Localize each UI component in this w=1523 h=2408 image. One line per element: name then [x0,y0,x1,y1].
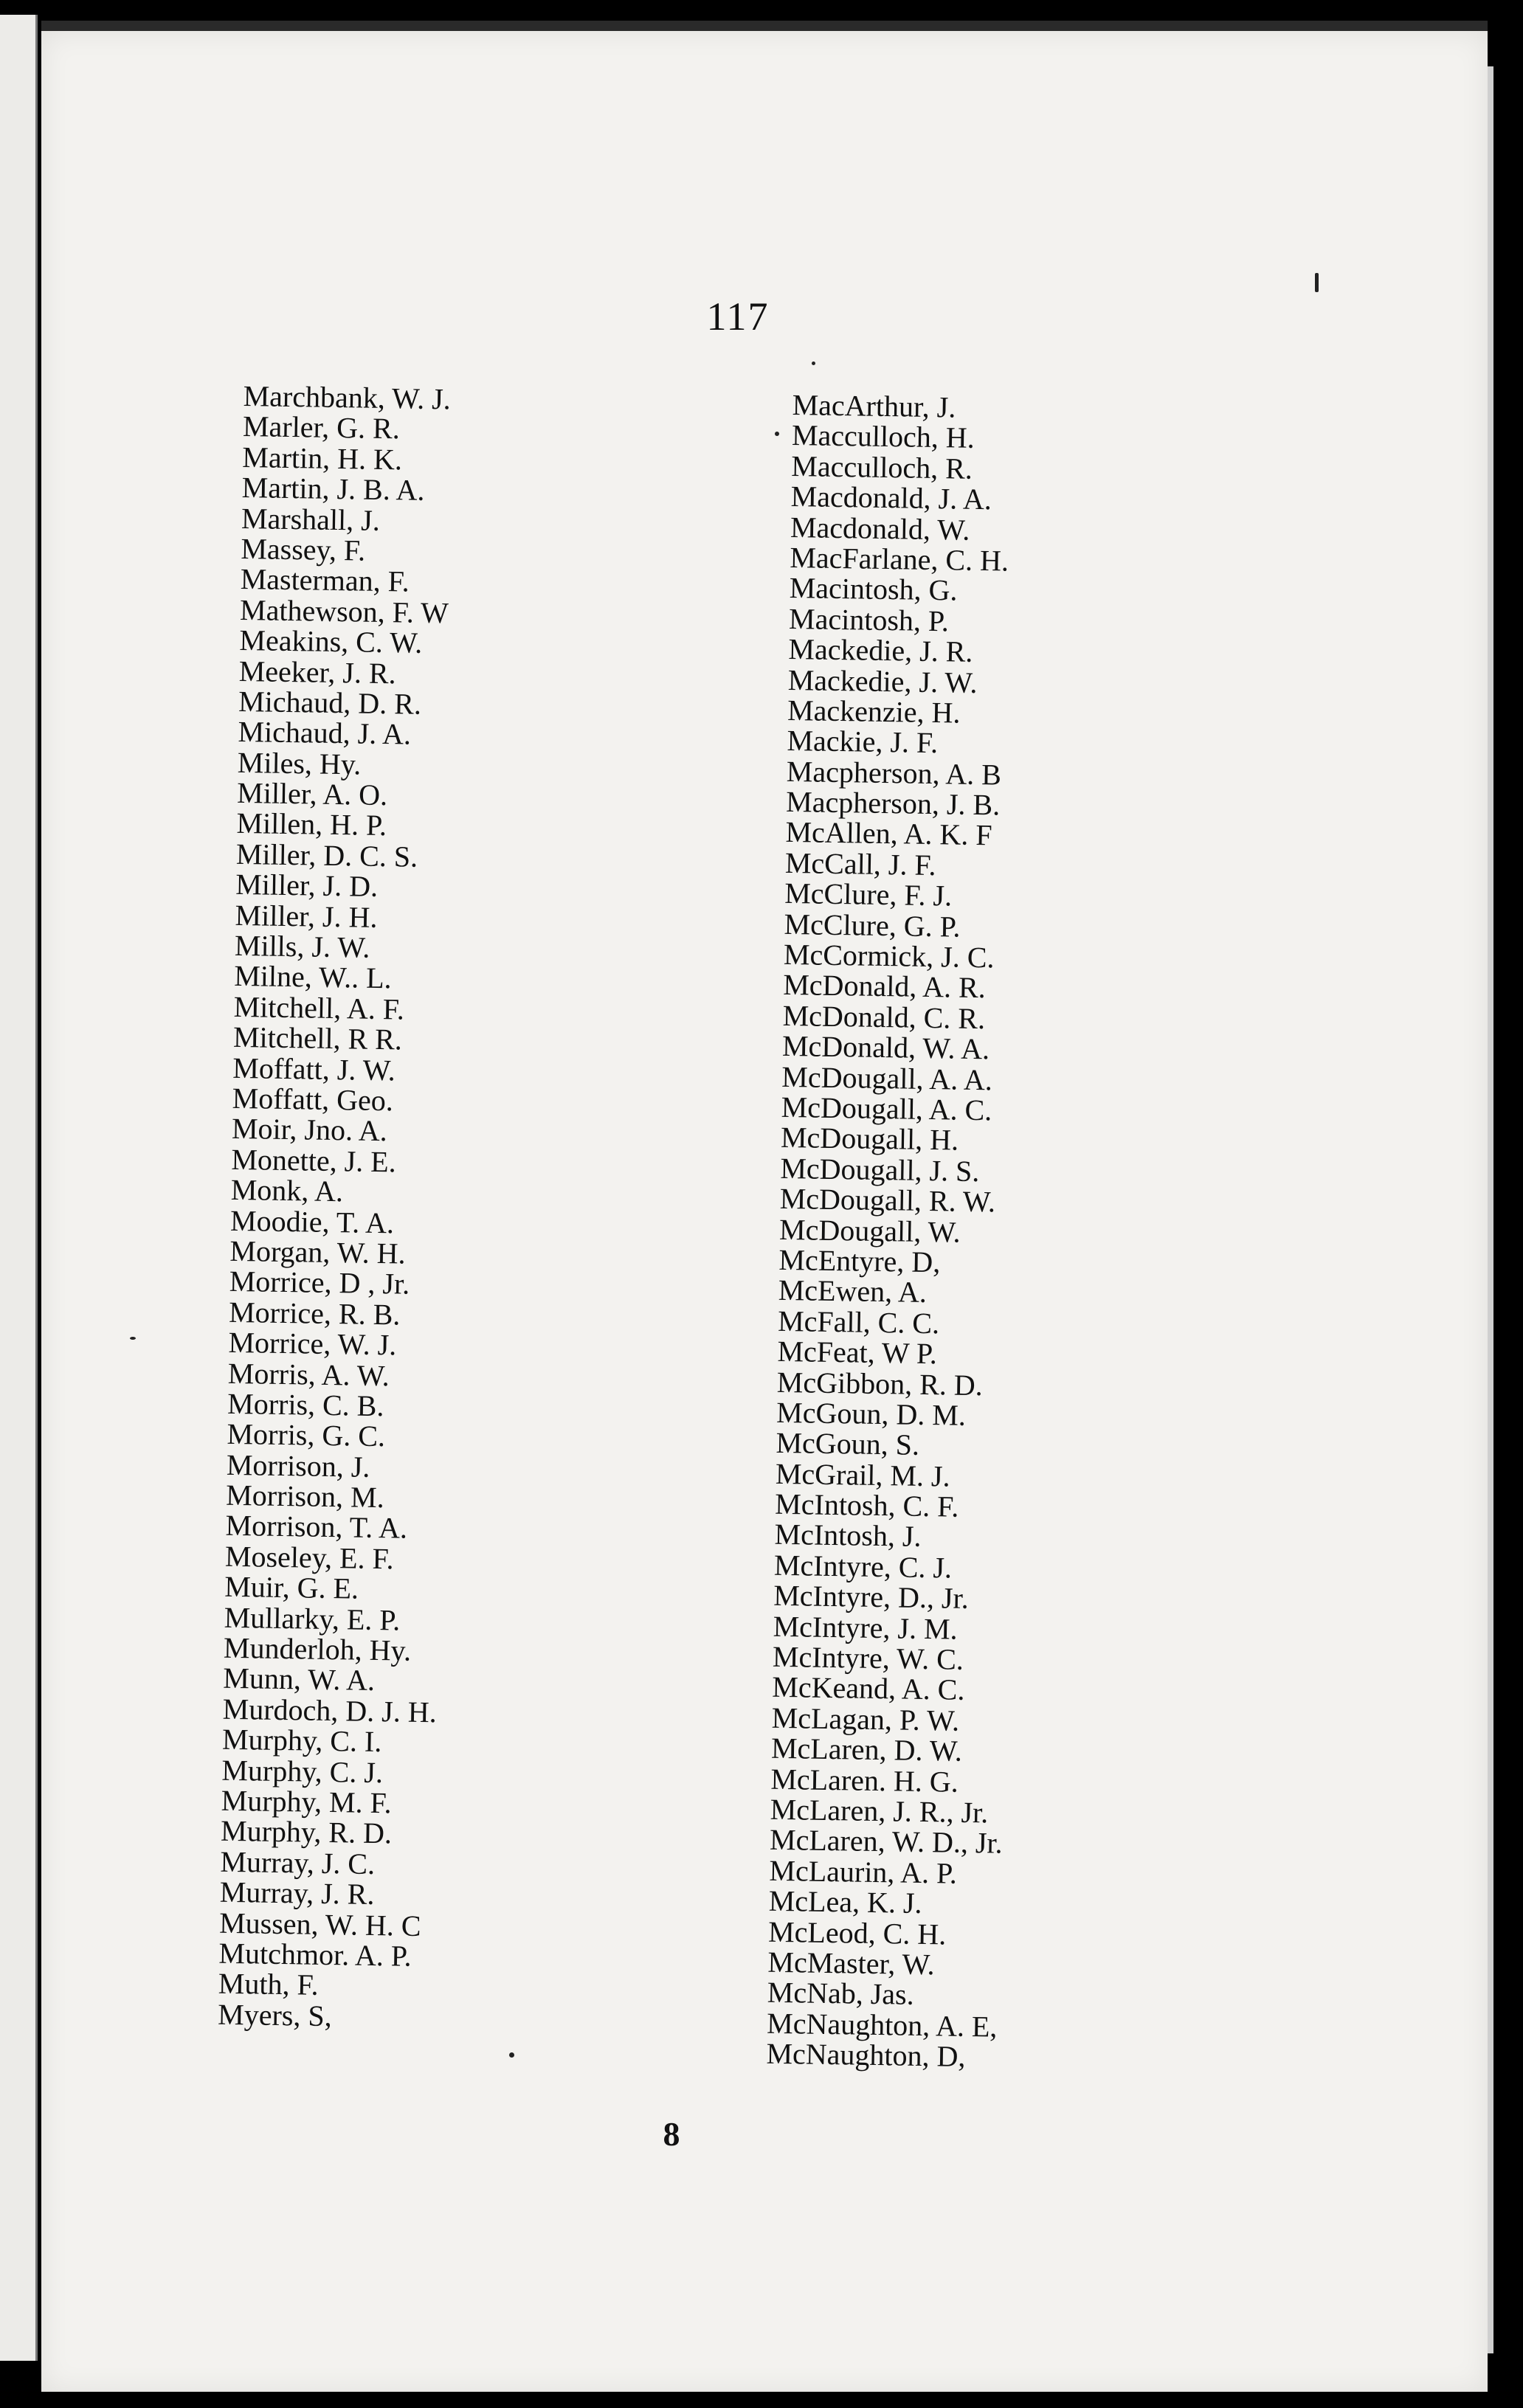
list-item: Miller, J. H. [235,898,378,934]
dust-speck [1315,273,1319,292]
list-item: Murphy, R. D. [220,1814,393,1850]
list-item: Muir, G. E. [224,1570,359,1605]
list-item: McIntyre, W. C. [772,1639,964,1676]
list-item: McNaughton, A. E, [766,2006,998,2044]
list-item: Michaud, J. A. [238,715,412,751]
list-item: Milne, W.. L. [233,959,392,995]
list-item: McLagan, P. W. [771,1701,960,1737]
list-item: Murphy, C. I. [221,1722,382,1759]
list-item: McDonald, W. A. [781,1029,990,1066]
list-item: Miller, A. O. [236,776,388,812]
list-item: McGoun, S. [776,1426,920,1462]
list-item: Macculloch, H. [791,418,975,455]
list-item: Monk, A. [230,1173,344,1208]
list-item: Myers, S, [217,1997,333,2032]
dust-speck [812,361,815,365]
list-item: McGrail, M. J. [775,1456,950,1493]
list-item: Munn, W. A. [223,1661,376,1698]
list-item: Morris, A. W. [227,1356,390,1392]
dust-speck [130,1337,136,1340]
facing-page-edge [0,15,38,2361]
list-item: Mitchell, R R. [232,1020,403,1056]
list-item: McLea, K. J. [768,1883,922,1920]
list-item: Murray, J. C. [220,1844,376,1881]
list-item: Mackedie, J. R. [788,632,973,669]
list-item: Macpherson, A. B [786,754,1002,792]
list-item: McNaughton, D, [766,2036,966,2074]
list-item: Macdonald, J. A. [790,480,992,516]
list-item: McFeat, W P. [777,1334,938,1371]
list-item: Moffatt, Geo. [232,1081,394,1118]
list-item: Michaud, D. R. [238,684,422,721]
list-item: McLaren. H. G. [770,1762,959,1799]
list-item: Morrison, M. [225,1478,385,1515]
list-item: McDougall, H. [780,1121,959,1158]
printer-signature-mark: 8 [663,2115,680,2153]
list-item: Murray, J. R. [219,1875,375,1911]
list-item: Macintosh, G. [789,571,958,607]
list-item: McGibbon, R. D. [776,1365,984,1402]
dust-speck [775,432,779,436]
name-list-left-column [218,381,760,2038]
list-item: Moseley, E. F. [224,1539,394,1576]
list-item: Miller, J. D. [235,868,379,904]
list-item: Marshall, J. [241,501,381,537]
list-item: McEwen, A. [778,1273,928,1309]
list-item: McIntosh, J. [774,1518,922,1554]
list-item: McDougall, R. W. [779,1182,996,1219]
list-item: Mutchmor. A. P. [218,1936,412,1973]
list-item: McDonald, A. R. [782,968,987,1005]
list-item: McKeand, A. C. [772,1670,965,1707]
list-item: Millen, H. P. [236,806,387,843]
list-item: Martin, H. K. [242,440,403,477]
list-item: McDougall, A. C. [781,1090,992,1127]
list-item: McAllen, A. K. F [785,815,992,852]
list-item: McDougall, A. A. [781,1059,993,1096]
list-item: McCall, J. F. [784,845,936,882]
list-item: Miles, Hy. [237,745,362,781]
list-item: Marchbank, W. J. [243,379,452,416]
list-item: Morrice, R. B. [228,1295,401,1332]
list-item: Mackie, J. F. [787,724,939,760]
list-item: McClure, F. J. [784,876,953,913]
list-item: Mussen, W. H. C [218,1906,421,1942]
page-edge-shadow [1488,66,1493,2353]
list-item: McDonald, C. R. [782,998,986,1036]
list-item: Miller, D. C. S. [235,837,418,873]
list-item: McLaren, J. R., Jr. [770,1792,989,1830]
list-item: Murdoch, D. J. H. [222,1692,438,1729]
list-item: Munderloh, Hy. [223,1630,412,1667]
list-item: McIntyre, J. M. [773,1609,958,1646]
list-item: McMaster, W. [767,1945,936,1982]
list-item: McIntyre, C. J. [773,1548,953,1585]
list-item: McIntosh, C. F. [774,1487,959,1523]
list-item: McNab, Jas. [767,1976,915,2012]
list-item: Mathewson, F. W [239,592,449,630]
list-item: Murphy, C. J. [221,1753,384,1789]
list-item: McIntyre, D., Jr. [773,1579,970,1616]
list-item: Massey, F. [241,531,366,567]
list-item: Morgan, W. H. [229,1234,406,1270]
list-item: Macintosh, P. [788,601,950,638]
list-item: MacFarlane, C. H. [790,540,1009,578]
list-item: McGoun, D. M. [776,1395,967,1432]
list-item: Martin, J. B. A. [241,471,425,508]
list-item: McLaurin, A. P. [769,1853,958,1890]
page-number: 117 [706,294,770,339]
list-item: Meakins, C. W. [239,623,423,660]
list-item: Morrison, T. A. [225,1509,408,1546]
list-item: Morris, G. C. [227,1417,386,1453]
list-item: Moffatt, J. W. [232,1051,396,1087]
list-item: Morrice, W. J. [228,1325,397,1362]
list-item: McLaren, D. W. [770,1731,963,1768]
list-item: Marler, G. R. [242,409,401,446]
list-item: Morrice, D , Jr. [229,1264,410,1301]
dust-speck [509,2052,514,2058]
list-item: Meeker, J. R. [238,654,396,690]
list-item: McCormick, J. C. [783,937,995,975]
list-item: Mills, J. W. [234,928,370,964]
list-item: McLeod, C. H. [767,1914,947,1951]
list-item: McDougall, W. [778,1212,961,1249]
name-list-right-column [766,390,1309,2077]
list-item: McDougall, J. S. [780,1151,980,1188]
list-item: Morrison, J. [226,1447,370,1484]
list-item: Mackenzie, H. [787,693,961,730]
list-item: Murphy, M. F. [221,1783,393,1820]
list-item: Macculloch, R. [791,449,973,485]
list-item: Macpherson, J. B. [785,785,1001,822]
list-item: Morris, C. B. [227,1386,384,1423]
list-item: Mullarky, E. P. [224,1600,401,1637]
list-item: Masterman, F. [240,562,410,598]
list-item: McFall, C. C. [777,1304,940,1340]
list-item: McLaren, W. D., Jr. [769,1823,1003,1861]
list-item: Moir, Jno. A. [231,1112,388,1148]
list-item: McClure, G. P. [784,907,961,944]
list-item: McEntyre, D, [778,1242,941,1279]
list-item: Mackedie, J. W. [787,662,978,699]
list-item: Monette, J. E. [231,1142,397,1179]
list-item: Muth, F. [218,1967,319,2002]
list-item: Mitchell, A. F. [233,989,405,1026]
list-item: Macdonald, W. [790,510,970,547]
list-item: MacArthur, J. [792,388,956,424]
list-item: Moodie, T. A. [229,1203,395,1239]
